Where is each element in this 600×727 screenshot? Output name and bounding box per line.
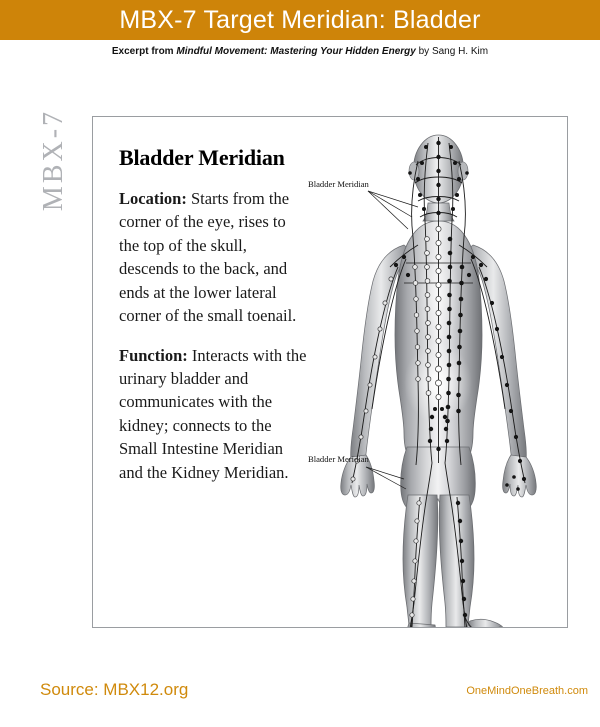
location-label: Location: [119,189,187,208]
side-label-text: MBX-7 [38,108,69,212]
book-author: by Sang H. Kim [415,45,489,57]
site-link[interactable]: OneMindOneBreath.com [466,685,588,697]
content-frame [92,116,568,628]
source-link[interactable]: Source: MBX12.org [40,680,189,699]
callout-upper [308,179,418,229]
meridian-figure [308,117,569,627]
location-body: Starts from the corner of the eye, rises to the top of the skull, descends to the back, and ends at the lower lateral corner of the small toenail. [119,189,297,326]
callout-upper-text: Bladder Meridian [308,179,369,189]
function-body: Interacts with the urinary bladder and communicates with the kidney; connects to the Small Intestine Meridian and the Kidney Meridian. [119,345,307,482]
subtitle-row [0,42,600,60]
function-label: Function: [119,345,188,365]
header-bar [0,0,600,40]
callout-lower-text: Bladder Meridian [308,454,369,464]
acupoints [351,141,526,627]
excerpt-attribution [112,46,488,57]
meridian-heading: Bladder Meridian [119,145,285,170]
text-column [119,145,309,500]
side-label [34,80,74,240]
footer [0,680,600,720]
book-title: Mindful Movement: Mastering Your Hidden Energy [176,45,416,57]
page-title: MBX-7 Target Meridian: Bladder [119,5,481,34]
location-paragraph [119,187,309,328]
excerpt-prefix: Excerpt from [111,45,177,57]
body-diagram-svg [308,117,569,627]
function-paragraph [119,344,309,485]
